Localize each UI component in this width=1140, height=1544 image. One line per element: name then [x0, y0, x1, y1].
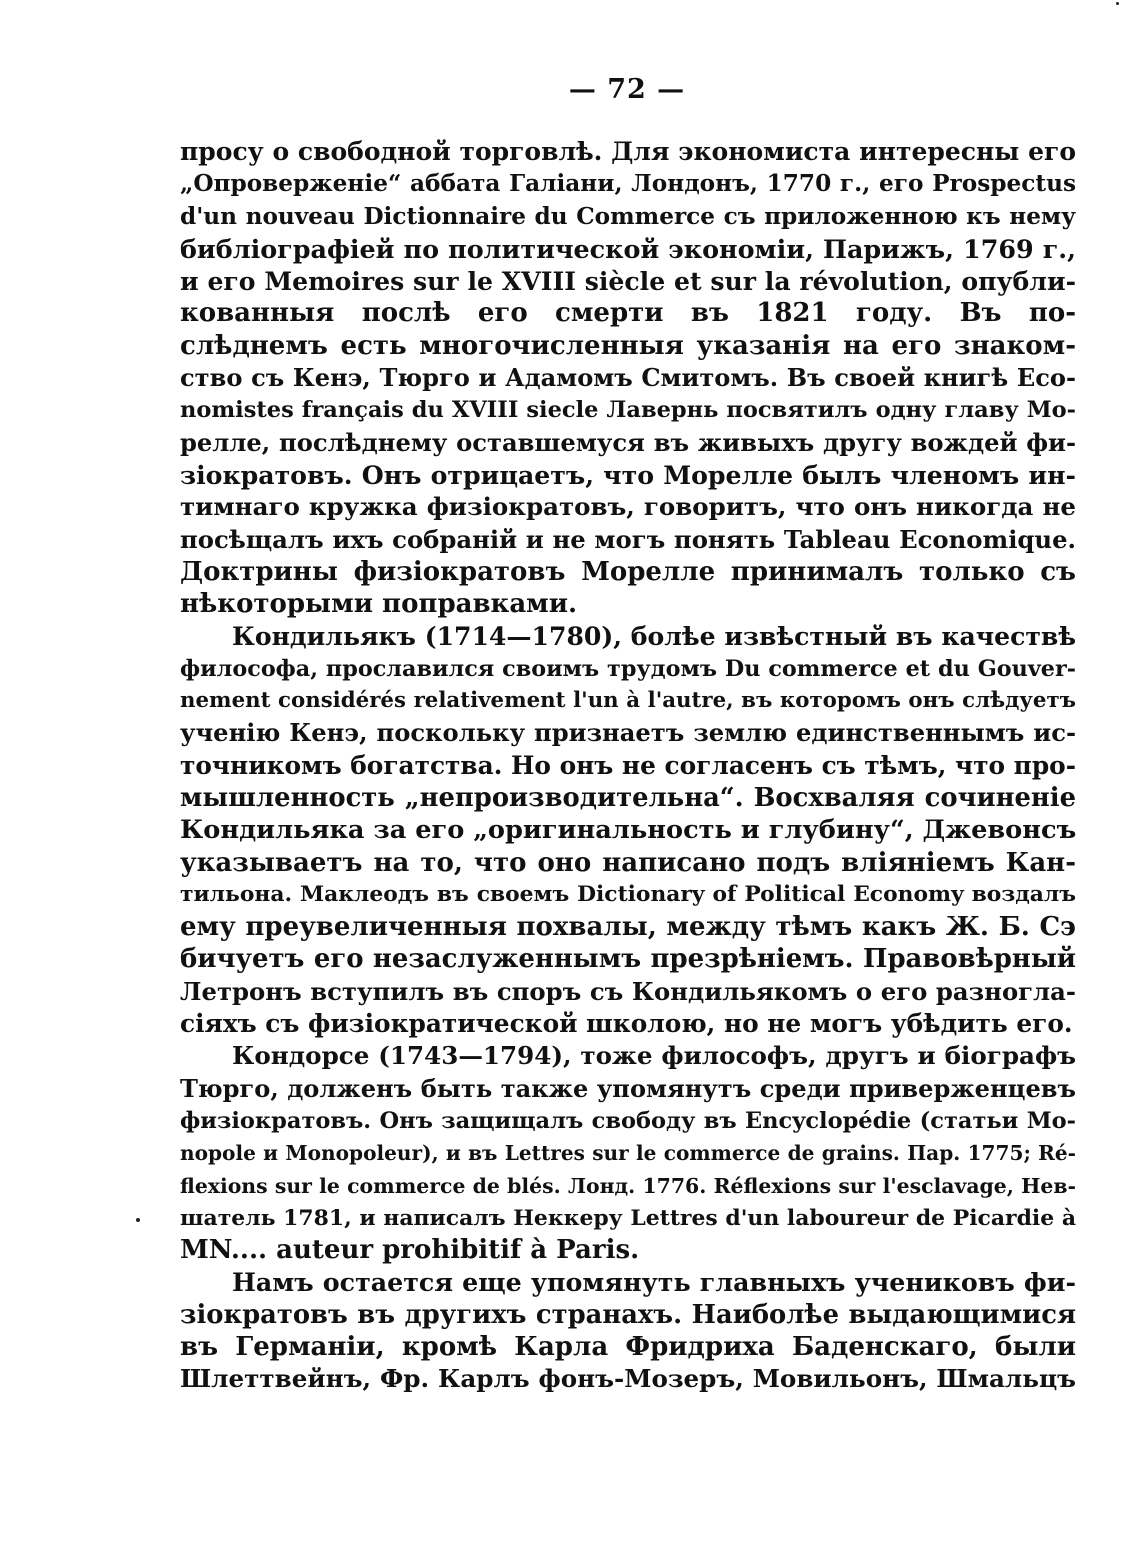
text-line: nomistes français du XVIII siecle Лавернь посвятилъ одну главу Мо-	[180, 397, 1076, 424]
text-line: nement considérés relativement l'un à l'autre, въ которомъ онъ слѣдуетъ	[180, 688, 1076, 714]
text-line: просу о свободной торговлѣ. Для экономиста интересны его	[180, 137, 1076, 166]
text-line: ему преувеличенныя похвалы, между тѣмъ какъ Ж. Б. Сэ	[180, 912, 1076, 943]
text-line: тимнаго кружка физіократовъ, говоритъ, что онъ никогда не	[180, 492, 1076, 522]
text-line: „Опроверженіе“ аббата Галіани, Лондонъ, 1770 г., его Prospectus	[180, 170, 1076, 198]
text-line: Доктрины физіократовъ Морелле принималъ только съ	[180, 556, 1076, 587]
body-text	[180, 136, 1076, 1396]
text-line: философа, прославился своимъ трудомъ Du commerce et du Gouver-	[180, 655, 1076, 682]
text-line: ство съ Кенэ, Тюрго и Адамомъ Смитомъ. Въ своей книгѣ Eco-	[180, 363, 1076, 393]
text-line: тильона. Маклеодъ въ своемъ Dictionary of Political Economy воздалъ	[180, 881, 1076, 907]
text-line: въ Германіи, кромѣ Карла Фридриха Баденскаго, были	[180, 1331, 1076, 1362]
text-line: зіократовъ. Онъ отрицаетъ, что Морелле былъ членомъ ин-	[180, 459, 1076, 490]
text-line: кованныя послѣ его смерти въ 1821 году. Въ по-	[180, 298, 1076, 329]
text-line: MN.... auteur prohibitif à Paris.	[180, 1235, 640, 1266]
text-line: физіократовъ. Онъ защищалъ свободу въ Encyclopédie (статьи Mo-	[180, 1107, 1076, 1134]
text-line: точникомъ богатства. Но онъ не согласенъ съ тѣмъ, что про-	[180, 750, 1076, 780]
text-line: бичуетъ его незаслуженнымъ презрѣніемъ. Правовѣрный	[180, 944, 1076, 975]
text-line: Кондильяка за его „оригинальность и глубину“, Джевонсъ	[180, 815, 1076, 846]
text-line: слѣднемъ есть многочисленныя указанія на его знаком-	[180, 330, 1076, 361]
margin-speck	[1116, 2, 1119, 5]
text-line: сіяхъ съ физіократической школою, но не могъ убѣдить его.	[180, 1009, 1073, 1039]
margin-speck	[136, 1218, 140, 1222]
text-line: зіократовъ въ другихъ странахъ. Наиболѣе выдающимися	[180, 1299, 1076, 1330]
text-line: nopole и Monopoleur), и въ Lettres sur le commerce de grains. Пар. 1775; Ré-	[180, 1141, 1076, 1166]
text-line: указываетъ на то, что оно написано подъ вліяніемъ Кан-	[180, 847, 1076, 878]
text-line: flexions sur le commerce de blés. Лонд. 1776. Réflexions sur l'esclavage, Нев-	[180, 1173, 1076, 1198]
text-line: ученію Кенэ, поскольку признаетъ землю единственнымъ ис-	[180, 718, 1076, 748]
paragraph-start-line: Кондорсе (1743—1794), тоже философъ, другъ и біографъ	[232, 1041, 1076, 1071]
text-line: шатель 1781, и написалъ Неккеру Lettres d'un laboureur de Picardie à	[180, 1204, 1076, 1231]
paragraph-start-line: Намъ остается еще упомянуть главныхъ учениковъ фи-	[232, 1267, 1076, 1298]
text-line: Шлеттвейнъ, Фр. Карлъ фонъ-Мозеръ, Мовильонъ, Шмальцъ	[180, 1364, 1076, 1394]
paragraph-start-line: Кондильякъ (1714—1780), болѣе извѣстный въ качествѣ	[232, 621, 1076, 652]
text-line: посѣщалъ ихъ собраній и не могъ понять Tableau Economique.	[180, 524, 1076, 554]
text-line: Тюрго, долженъ быть также упомянутъ среди приверженцевъ	[180, 1073, 1076, 1103]
text-line: релле, послѣднему оставшемуся въ живыхъ другу вождей фи-	[180, 427, 1076, 457]
text-line: мышленность „непроизводительна“. Восхваляя сочиненіе	[180, 782, 1076, 813]
text-line: d'un nouveau Dictionnaire du Commerce съ приложенною къ нему	[180, 202, 1076, 230]
page-number: — 72 —	[568, 74, 686, 105]
text-line: Летронъ вступилъ въ споръ съ Кондильякомъ о его разногла-	[180, 976, 1076, 1006]
text-line: нѣкоторыми поправками.	[180, 589, 578, 620]
text-line: и его Memoires sur le XVIII siècle et sur la révolution, опубли-	[180, 266, 1076, 297]
text-line: библіографіей по политической экономіи, Парижъ, 1769 г.,	[180, 233, 1076, 264]
